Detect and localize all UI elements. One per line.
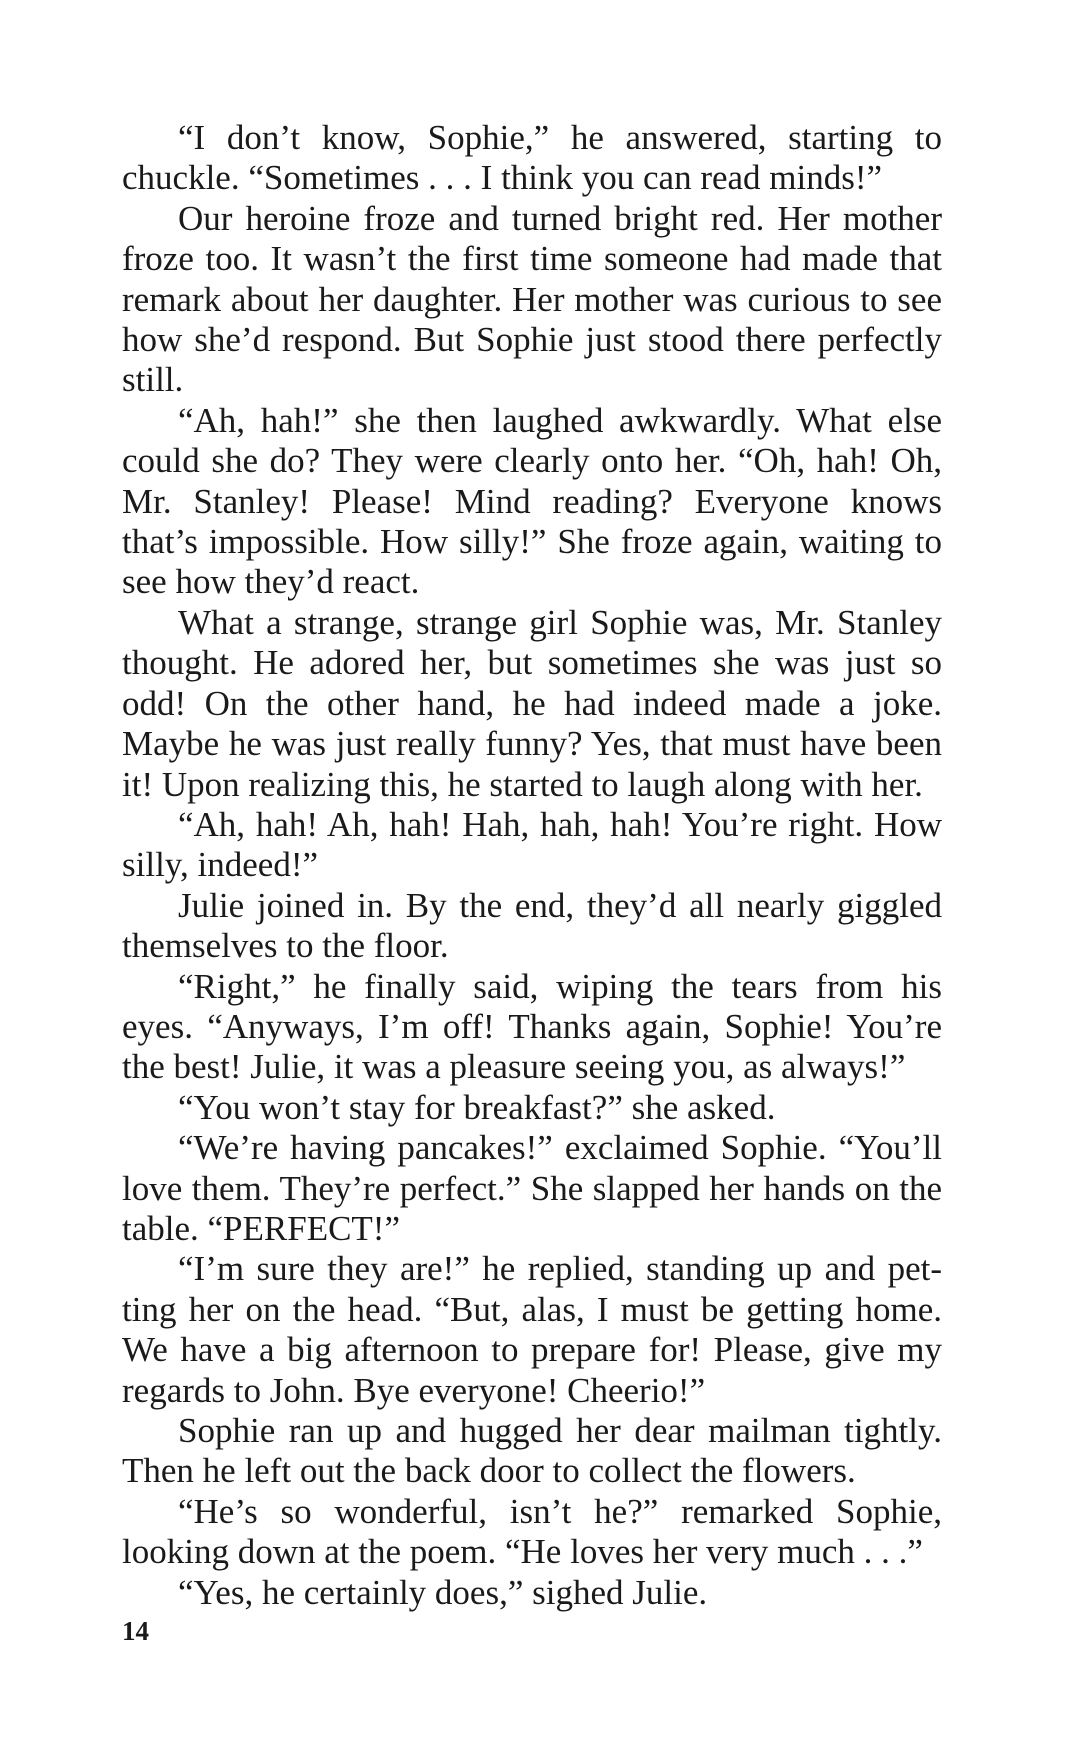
- paragraph: Julie joined in. By the end, they’d all nearly giggled themselves to the floor.: [122, 885, 942, 966]
- paragraph: “Ah, hah! Ah, hah! Hah, hah, hah! You’re right. How silly, indeed!”: [122, 804, 942, 885]
- paragraph: “I don’t know, Sophie,” he answered, starting to chuckle. “Sometimes . . . I think you can read minds!”: [122, 118, 942, 198]
- paragraph: What a strange, strange girl Sophie was, Mr. Stanley thought. He adored her, but sometimes she was just so odd! On the other hand, he had indeed made a joke. Maybe he was just really funny? Yes, that must have been it! Upon realizing this, he started to laugh along with her.: [122, 602, 942, 804]
- paragraph: “We’re having pancakes!” exclaimed Sophie. “You’ll love them. They’re perfect.” She slapped her hands on the table. “PERFECT!”: [122, 1128, 942, 1248]
- paragraph: “I’m sure they are!” he replied, standing up and petting her on the head. “But, alas, I must be getting home. We have a big afternoon to prepare for! Please, give my regards to John. Bye everyone! Cheerio!”: [122, 1249, 942, 1410]
- body-text: [122, 118, 942, 1613]
- paragraph: Sophie ran up and hugged her dear mailman tightly. Then he left out the back door to collect the flowers.: [122, 1411, 942, 1491]
- page-number: 14: [122, 1616, 149, 1646]
- paragraph: “Right,” he finally said, wiping the tears from his eyes. “Anyways, I’m off! Thanks again, Sophie! You’re the best! Julie, it was a pleasure seeing you, as always!”: [122, 966, 942, 1087]
- paragraph: “You won’t stay for breakfast?” she asked.: [178, 1087, 776, 1127]
- paragraph: “Yes, he certainly does,” sighed Julie.: [178, 1572, 708, 1612]
- paragraph: Our heroine froze and turned bright red. Her mother froze too. It wasn’t the first time someone had made that remark about her daughter. Her mother was curious to see how she’d respond. But Sophie just stood there perfectly still.: [122, 198, 942, 400]
- paragraph: “Ah, hah!” she then laughed awkwardly. What else could she do? They were clearly onto her. “Oh, hah! Oh, Mr. Stanley! Please! Mind reading? Everyone knows that’s impossible. How silly!” She froze again, waiting to see how they’d react.: [122, 400, 942, 602]
- paragraph: “He’s so wonderful, isn’t he?” remarked Sophie, looking down at the poem. “He loves her very much . . .”: [122, 1491, 942, 1572]
